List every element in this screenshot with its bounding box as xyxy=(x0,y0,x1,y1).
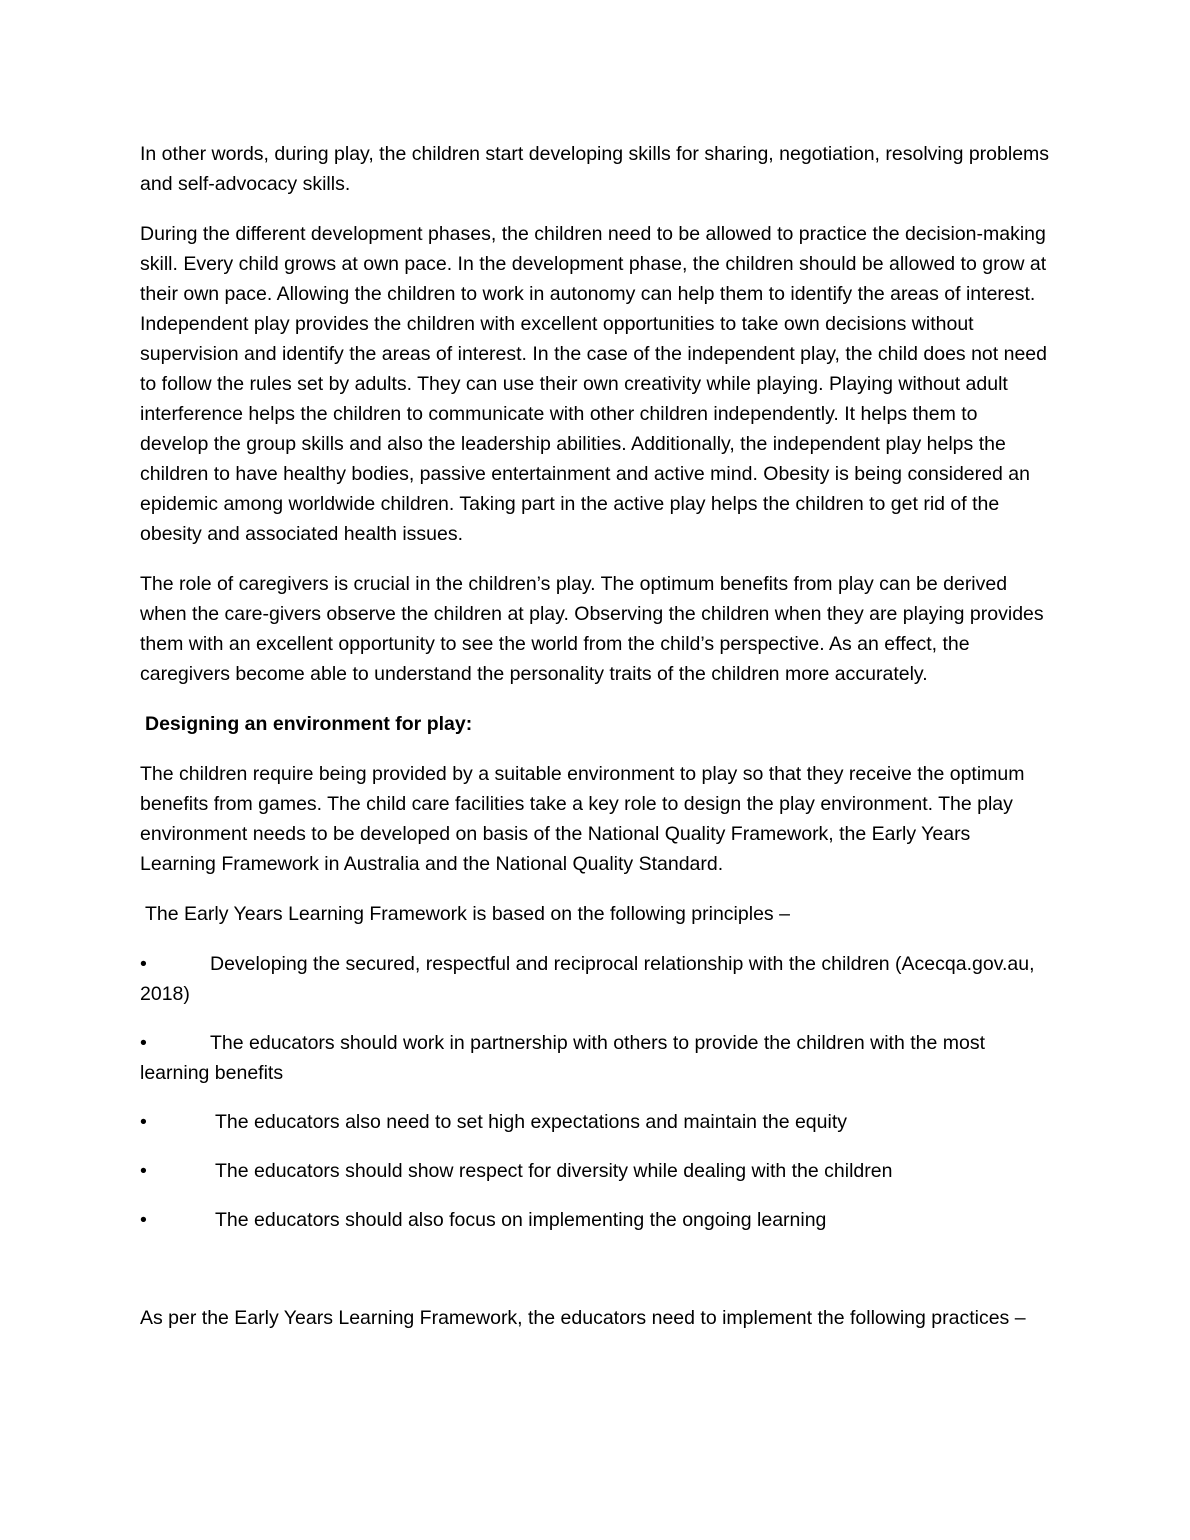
list-item-text: The educators should show respect for diversity while dealing with the children xyxy=(215,1160,893,1182)
bullet-icon: • xyxy=(140,953,147,975)
list-item xyxy=(140,949,1050,1009)
list-item xyxy=(140,1107,1050,1137)
list-item xyxy=(140,1205,1050,1235)
list-item-text: The educators should also focus on implementing the ongoing learning xyxy=(215,1209,827,1231)
list-item-text: Developing the secured, respectful and reciprocal relationship with the children (Acecqa.gov.au, 2018) xyxy=(140,953,1035,1005)
bullet-icon: • xyxy=(140,1111,147,1133)
paragraph-development-phases: During the different development phases, the children need to be allowed to practice the decision-making skill. Every child grows at own pace. In the development phase, the children should be allowed to grow at their own pace. Allowing the children to work in autonomy can help them to identify the areas of interest. Independent play provides the children with excellent opportunities to take own decisions without supervision and identify the areas of interest. In the case of the independent play, the child does not need to follow the rules set by adults. They can use their own creativity while playing. Playing without adult interference helps the children to communicate with other children independently. It helps them to develop the group skills and also the leadership abilities. Additionally, the independent play helps the children to have healthy bodies, passive entertainment and active mind. Obesity is being considered an epidemic among worldwide children. Taking part in the active play helps the children to get rid of the obesity and associated health issues. xyxy=(140,223,1047,545)
bullet-icon: • xyxy=(140,1032,147,1054)
paragraph-practices-intro: As per the Early Years Learning Framework, the educators need to implement the following practices – xyxy=(140,1307,1026,1329)
paragraph-caregivers-role: The role of caregivers is crucial in the children’s play. The optimum benefits from play can be derived when the care-givers observe the children at play. Observing the children when they are playing provides them with an excellent opportunity to see the world from the child’s perspective. As an effect, the caregivers become able to understand the personality traits of the children more accurately. xyxy=(140,573,1044,685)
section-heading: Designing an environment for play: xyxy=(145,713,473,735)
bullet-icon: • xyxy=(140,1160,147,1182)
paragraph-principles-intro: The Early Years Learning Framework is based on the following principles – xyxy=(145,903,790,925)
list-item xyxy=(140,1028,1050,1088)
list-item-text: The educators also need to set high expectations and maintain the equity xyxy=(215,1111,847,1133)
list-item-text: The educators should work in partnership with others to provide the children with the most learning benefits xyxy=(140,1032,985,1084)
bullet-icon: • xyxy=(140,1209,147,1231)
spacer xyxy=(140,1254,1050,1303)
paragraph-environment: The children require being provided by a suitable environment to play so that they receive the optimum benefits from games. The child care facilities take a key role to design the play environment. The play environment needs to be developed on basis of the National Quality Framework, the Early Years Learning Framework in Australia and the National Quality Standard. xyxy=(140,763,1025,875)
document-body xyxy=(140,139,1050,1353)
paragraph-play-skills: In other words, during play, the children start developing skills for sharing, negotiation, resolving problems and self-advocacy skills. xyxy=(140,143,1050,195)
list-item xyxy=(140,1156,1050,1186)
